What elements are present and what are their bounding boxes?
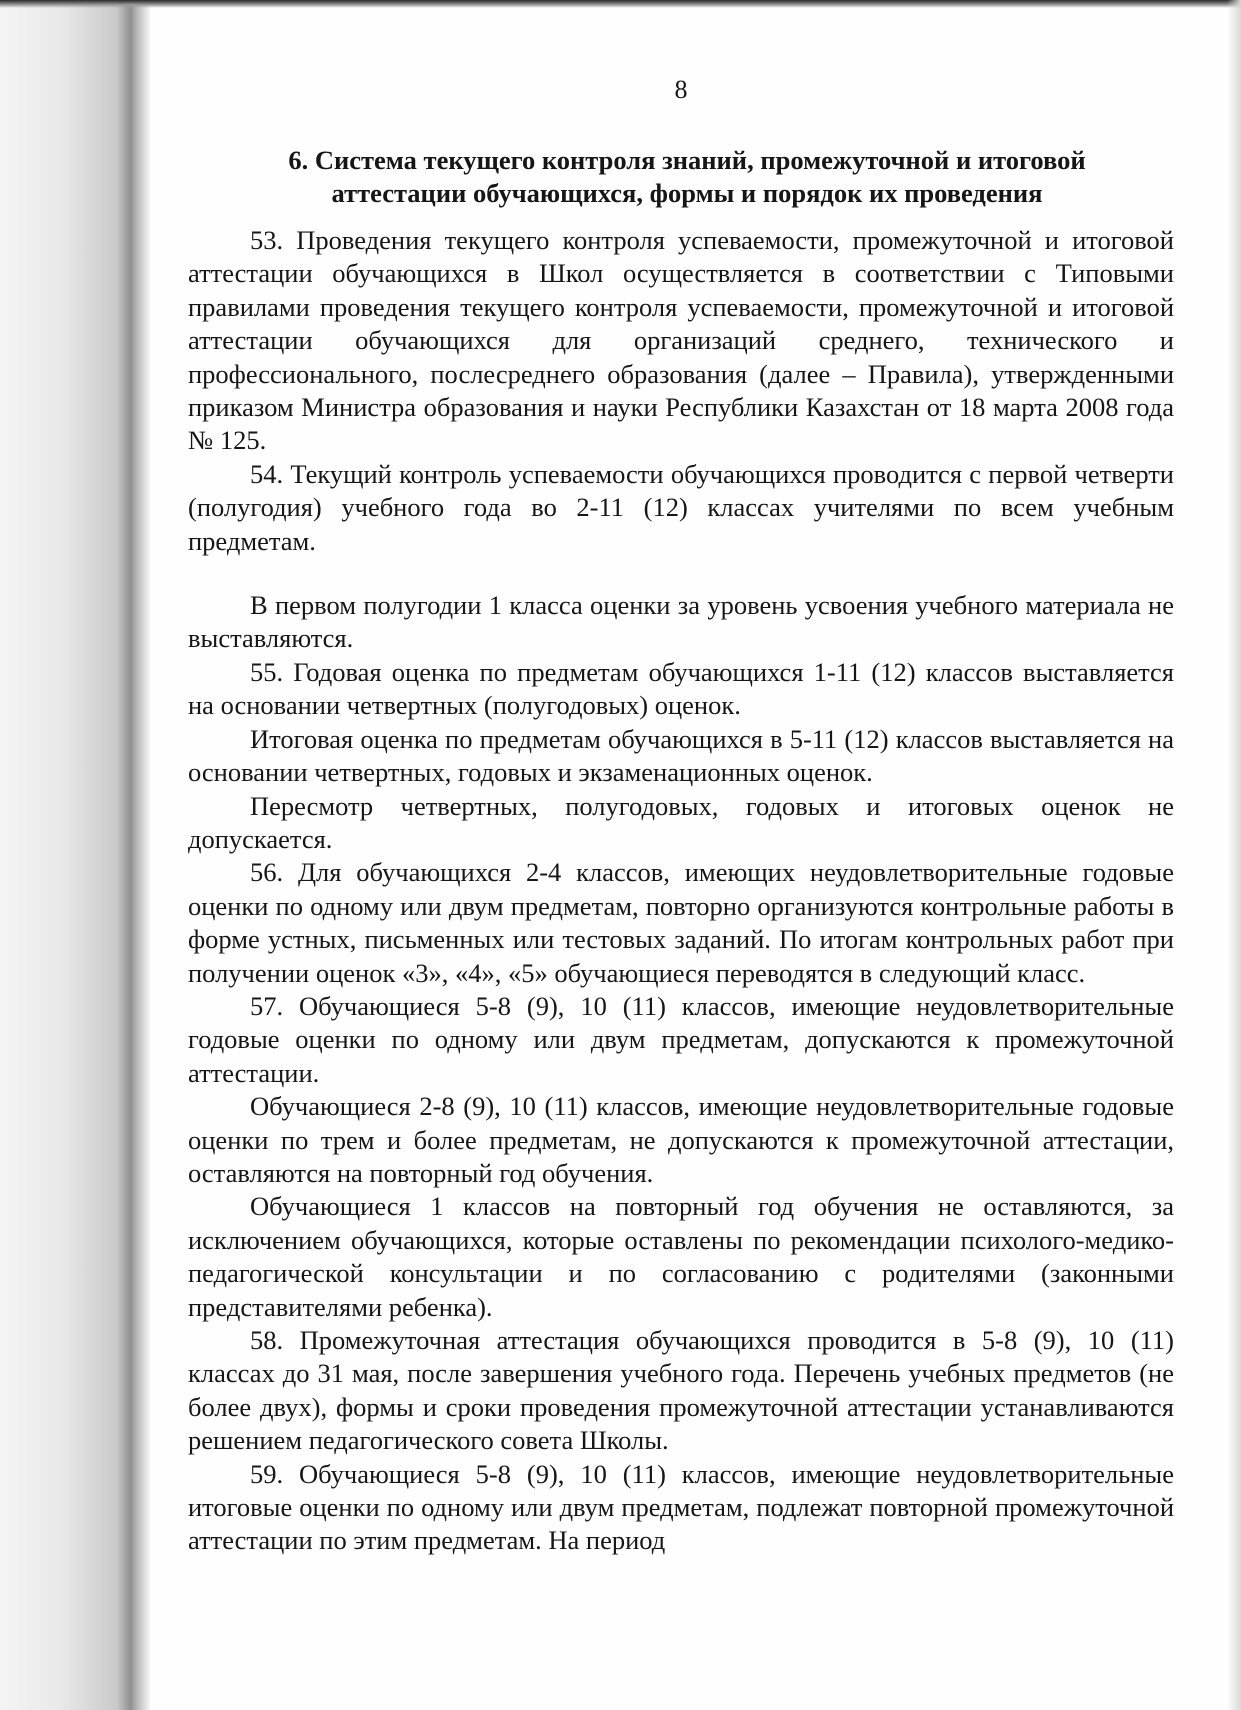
- document-page: [188, 70, 1174, 1558]
- paragraph-56: 56. Для обучающихся 2-4 классов, имеющих неудовлетворительные годовые оценки по одному или двум предметам, повторно организуются контрольные работы в форме устных, письменных или тестовых заданий. По итогам контрольных работ при получении оценок «3», «4», «5» обучающиеся переводятся в следующий класс.: [188, 857, 1174, 988]
- paragraph-no-revision: Пересмотр четвертных, полугодовых, годовых и итоговых оценок не допускается.: [188, 790, 1174, 854]
- section-title: 6. Система текущего контроля знаний, промежуточной и итоговой аттестации обучающихся, формы и порядок их проведения: [288, 145, 1086, 208]
- scan-right-edge: [1227, 0, 1241, 1710]
- paragraph-58: 58. Промежуточная аттестация обучающихся проводится в 5-8 (9), 10 (11) классах до 31 мая, после завершения учебного года. Перечень учебных предметов (не более двух), формы и сроки проведения промежуточной аттестации устанавливаются решением педагогического совета Школы.: [188, 1325, 1174, 1456]
- paragraph-53: 53. Проведения текущего контроля успеваемости, промежуточной и итоговой аттестации обучающихся в Школ осуществляется в соответствии с Типовыми правилами проведения текущего контроля успеваемости, промежуточной и итоговой аттестации обучающихся для организаций среднего, технического и профессионального, послесреднего образования (далее – Правила), утвержденными приказом Министра образования и науки Республики Казахстан от 18 марта 2008 года № 125.: [188, 225, 1174, 456]
- binding-shadow: [0, 0, 150, 1710]
- scan-top-edge: [0, 0, 1241, 8]
- page-number: 8: [674, 75, 688, 104]
- paragraph-57: 57. Обучающиеся 5-8 (9), 10 (11) классов, имеющие неудовлетворительные годовые оценки по одному или двум предметам, допускаются к промежуточной аттестации.: [188, 990, 1174, 1088]
- paragraph-first-grade-repeat: Обучающиеся 1 классов на повторный год обучения не оставляются, за исключением обучающихся, которые оставлены по рекомендации психолого-медико-педагогической консультации и по согласованию с родителями (законными представителями ребенка).: [188, 1191, 1174, 1322]
- paragraph-54: 54. Текущий контроль успеваемости обучающихся проводится с первой четверти (полугодия) учебного года во 2-11 (12) классах учителями по всем учебным предметам.: [188, 458, 1174, 556]
- paragraph-55: 55. Годовая оценка по предметам обучающихся 1-11 (12) классов выставляется на основании четвертных (полугодовых) оценок.: [188, 656, 1174, 721]
- paragraph-repeat-year: Обучающиеся 2-8 (9), 10 (11) классов, имеющие неудовлетворительные годовые оценки по трем и более предметам, не допускаются к промежуточной аттестации, оставляются на повторный год обучения.: [188, 1091, 1174, 1188]
- paragraph-first-grade-note: В первом полугодии 1 класса оценки за уровень усвоения учебного материала не выставляются.: [188, 590, 1174, 654]
- paragraph-59: 59. Обучающиеся 5-8 (9), 10 (11) классов, имеющие неудовлетворительные итоговые оценки по одному или двум предметам, подлежат повторной промежуточной аттестации по этим предметам. На период: [188, 1458, 1174, 1556]
- paragraph-final-grade: Итоговая оценка по предметам обучающихся в 5-11 (12) классов выставляется на основании четвертных, годовых и экзаменационных оценок.: [188, 723, 1174, 788]
